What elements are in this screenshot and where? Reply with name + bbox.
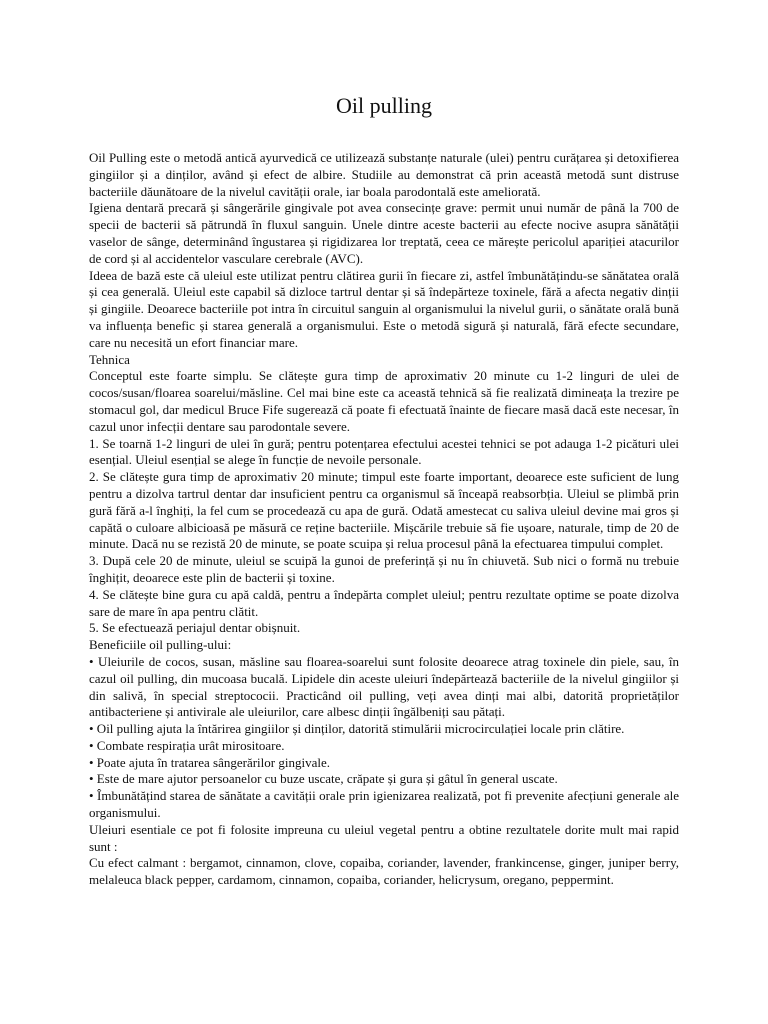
paragraph-essential-oils: Uleiuri esentiale ce pot fi folosite impreuna cu uleiul vegetal pentru a obtine rezultatele dorite mult mai rapid sunt : — [89, 821, 679, 854]
benefit-item: • Uleiurile de cocos, susan, măsline sau floarea-soarelui sunt folosite deoarece atrag toxinele din piele, sau, în cazul oil pulling, din mucoasa bucală. Lipidele din aceste uleiuri îndepărtează bacteriile de la nivelul gingiilor și din salivă, în special streptococii. Practicând oil pulling, veți avea dinți mai albi, datorită proprietăților antibacteriene și antivirale ale uleiurilor, care albesc dinții îngălbeniți sau pătați. — [89, 653, 679, 720]
step-5: 5. Se efectuează periajul dentar obișnuit. — [89, 620, 301, 636]
step-2: 2. Se clătește gura timp de aproximativ 20 minute; timpul este foarte important, deoarece este suficient de lung pentru a dizolva tartrul dentar dar insuficient pentru ca organismul să înceapă reabsorbția. Uleiul se plimbă prin gură fără a-l înghiți, la fel cum se procedează cu apa de gură. Odată amestecat cu saliva uleiul devine mai gros și capătă o culoare albicioasă pe măsură ce reține bacteriile. Mișcările trebuie să fie ușoare, naturale, timp de 20 de minute. Dacă nu se rezistă 20 de minute, se poate scuipa și relua procesul până la efectuarea timpului complet. — [89, 469, 679, 552]
paragraph-intro: Oil Pulling este o metodă antică ayurvedică ce utilizează substanțe naturale (ulei) pentru curățarea și detoxifierea gingiilor și a dinților, având și efect de albire. Studiile au demonstrat că prin această metodă sunt distruse bacteriile dăunătoare de la nivelul cavității orale, iar boala parodontală este ameliorată. — [89, 150, 679, 199]
document-body — [89, 150, 679, 889]
step-1: 1. Se toarnă 1-2 linguri de ulei în gură; pentru potențarea efectului acestei tehnici se pot adauga 1-2 picături ulei esențial. Uleiul esențial se alege în funcție de nevoile personale. — [89, 435, 679, 468]
step-4: 4. Se clătește bine gura cu apă caldă, pentru a îndepărta complet uleiul; pentru rezultate optime se poate dizolva sare de mare în apa pentru clătit. — [89, 586, 679, 619]
section-heading-benefits: Beneficiile oil pulling-ului: — [89, 637, 232, 653]
benefit-item: • Oil pulling ajuta la întărirea gingiilor și dinților, datorită stimulării microcirculației locale prin clătire. — [89, 721, 625, 737]
benefit-item: • Combate respirația urât mirositoare. — [89, 737, 285, 753]
section-heading-technique: Tehnica — [89, 351, 130, 367]
benefit-item: • Îmbunătățind starea de sănătate a cavității orale prin igienizarea realizată, pot fi prevenite afecțiuni generale ale organismului. — [89, 788, 679, 821]
paragraph-calming-oils: Cu efect calmant : bergamot, cinnamon, clove, copaiba, coriander, lavender, frankincense, ginger, juniper berry, melaleuca black pepper, cardamom, cinnamon, copaiba, coriander, helicrysum, oregano, peppermint. — [89, 855, 679, 888]
paragraph-concept: Conceptul este foarte simplu. Se clătește gura timp de aproximativ 20 minute cu 1-2 linguri de ulei de cocos/susan/floarea soarelui/măsline. Cel mai bine este ca această tehnică să fie realizată dimineața la trezire pe stomacul gol, dar medicul Bruce Fife sugerează că poate fi efectuată înainte de fiecare masă dacă este necesar, în cazul unor infecții dentare sau parodontale severe. — [89, 368, 679, 434]
benefit-item: • Poate ajuta în tratarea sângerărilor gingivale. — [89, 754, 330, 770]
step-3: 3. După cele 20 de minute, uleiul se scuipă la gunoi de preferință și nu în chiuvetă. Sub nici o formă nu trebuie înghițit, deoarece este plin de bacterii și toxine. — [89, 553, 679, 585]
paragraph-hygiene: Igiena dentară precară și sângerările gingivale pot avea consecințe grave: permit unui număr de până la 700 de specii de bacterii să pătrundă în fluxul sanguin. Unele dintre aceste bacterii au efecte nocive asupra sănătății vaselor de sânge, determinând îngustarea și rigidizarea lor treptată, ceea ce mărește pericolul apariției atacurilor de cord și al accidentelor vasculare cerebrale (AVC). — [89, 200, 679, 266]
paragraph-idea: Ideea de bază este că uleiul este utilizat pentru clătirea gurii în fiecare zi, astfel îmbunătățindu-se sănătatea orală și cea generală. Uleiul este capabil să dizloce tartrul dentar și să îndepărteze toxinele, fără a afecta negativ dinții și gingiile. Deoarece bacteriile pot intra în circuitul sanguin al organismului la nivelul gurii, o sănătate orală bună va influența benefic și starea generală a organismului. Este o metodă sigură și naturală, fără efecte secundare, care nu necesită un efort financiar mare. — [89, 267, 679, 350]
benefit-item: • Este de mare ajutor persoanelor cu buze uscate, crăpate și gura și gâtul în general uscate. — [89, 771, 558, 787]
document-title: Oil pulling — [336, 93, 432, 118]
